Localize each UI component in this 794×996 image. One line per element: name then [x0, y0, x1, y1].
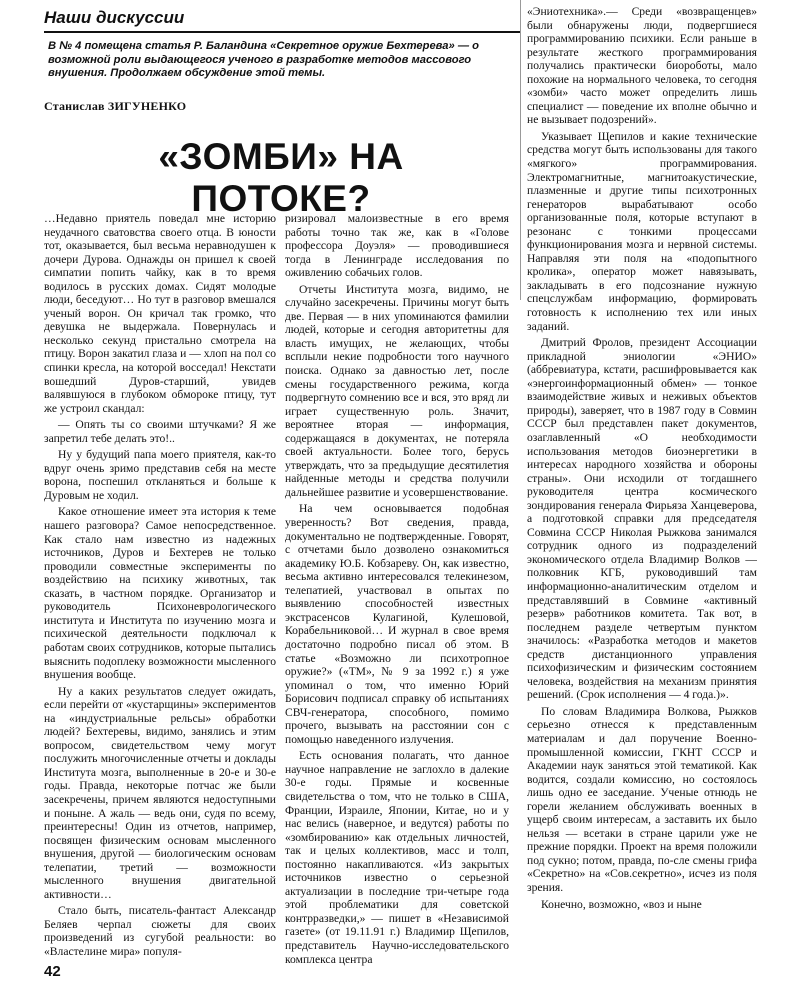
paragraph: ризировал малоизвестные в его время работы точно так же, как в «Голове профессора Доуэля» — проводившиеся тогда в Ленинграде исследования по оживлению собачьих голов. — [285, 212, 509, 280]
text-column-3 — [527, 5, 757, 980]
paragraph: На чем основывается подобная уверенность? Вот сведения, правда, документально не подтвержденные. Говорят, с отчетами было дозволено ознакомиться академику Ю.Б. Кобзареву. Он, как известно, весьма активно интересовался телекинезом, телепатией, участвовал в опытах по выявлению способностей известных экстрасенсов Кулагиной, Кулешовой, Корабельниковой… И журнал в свое время достаточно подробно писал об этом. В статье «Возможно ли психотропное оружие?» («ТМ», № 9 за 1992 г.) я уже упоминал о том, что именно Юрий Борисович подписал справку об испытаниях СВЧ-генератора, способного, помимо прочего, вызывать на расстоянии сон с помощью наведенного излучения. — [285, 502, 509, 746]
paragraph: — Опять ты со своими штучками? Я же запретил тебе делать это!.. — [44, 418, 276, 445]
column-divider — [520, 0, 521, 300]
paragraph: Ну а каких результатов следует ожидать, если перейти от «кустарщины» экспериментов на «индустриальные рельсы» обработки людей? Бехтеревы, видимо, занялись и этим вопросом, свидетельством чему могут послужить многочисленные отчеты и доклады Института мозга, выполненные в 20-е и 30-е годы. Правда, некоторые потчас же были засекречены, причем являются недоступными и поныне. А жаль — ведь они, судя по всему, преинтересны! Один из отчетов, например, посвящен физическим основам мысленного внушения, другой — биологическим основам телепатии, третий — возможности мысленного внушения двигательной активности… — [44, 684, 276, 901]
text-column-2 — [285, 212, 509, 980]
header-rule — [44, 31, 520, 33]
paragraph: По словам Владимира Волкова, Рыжков серьезно отнесся к представленным материалам и дал поручение Военно-промышленной комиссии, ГКНТ СССР и Академии наук заняться этой тематикой. Как водится, создали комиссию, но состоялось лишь одно ее заседание. Ученые отнюдь не горели желанием обслуживать военных в ущерб своим интересам, а заставить их было нельзя — всетаки в стране царили уже не прежние порядки. Проект на время положили под сукно; потом, правда, по-сле смены грифа «Секретно» на «Сов.секретно», исчез из поля зрения. — [527, 704, 757, 894]
text-column-1 — [44, 212, 276, 980]
article-title: «ЗОМБИ» НА ПОТОКЕ? — [158, 136, 404, 219]
paragraph: …Недавно приятель поведал мне историю неудачного сватовства своего отца. В юности тот, оказывается, был весьма неравнодушен к дочери Дурова. Однажды он пришел к своей симпатии попить чайку, как в то время водилось в русских домах. Сидят молодые люди, беседуют… Но тут в разговор вмешался ученый ворон. Он кричал так громко, что девушка не выдержала. Повернулась и несколько секунд пристально смотрела на птицу. Ворон закатил глаза и — хлоп на пол со спинки кресла, на которой восседал! Некстати вошедший Дуров-старший, увидев валявшуюся в глубоком обмороке птицу, тут же устроил скандал: — [44, 212, 276, 415]
paragraph: Дмитрий Фролов, президент Ассоциации прикладной эниологии «ЭНИО» (аббревиатура, кстати, расшифровывается как «энергоинформационный обмен» — тонкое взаимодействие живых и неживых объектов природы), заверяет, что в 1987 году в Совмин СССР был представлен пакет документов, озаглавленный «О необходимости использования методов биоэнергетики в интересах народного хозяйства и обороны страны». Они исходили от тогдашнего руководителя центра космического зондирования генерала Фирьяза Ханцеверова, а подготовкой справки для председателя Совмина СССР Николая Рыжкова занимался сотрудник одного из подразделений экономического отдела Владимир Волков — полковник КГБ, руководивший там информационно-аналитическим отделом и представлявший в Совмине «активный резерв» работников комитета. Так вот, в последнем разделе четвертым пунктом значилось: «Разработка методов и макетов средств дистанционного управления психофизическим и физическим состоянием человека, воздействия на механизм принятия решений. (Срок исполнения — 4 года.)». — [527, 336, 757, 702]
paragraph: Есть основания полагать, что данное научное направление не заглохло в далекие 30-е годы. Прямые и косвенные свидетельства о том, что не только в США, Франции, Израиле, Японии, Китае, но и у нас велись (наверное, и ведутся) работы по «зомбированию» как отдельных личностей, так и целых коллективов, масс и толп, постоянно накапливаются. «Из закрытых источников известно о серьезной актуализации в последние три-четыре года этой проблематики для советской контрразведки,» — пишет в «Независимой газете» (от 19.11.91 г.) Владимир Щепилов, представитель Научно-исследовательского комплекса центра — [285, 749, 509, 966]
section-title: Наши дискуссии — [44, 8, 185, 27]
author-name: Станислав ЗИГУНЕНКО — [44, 99, 187, 113]
page-number: 42 — [44, 963, 61, 980]
paragraph: Ну у будущий папа моего приятеля, как-то вдруг очень зримо представив себя на месте ворона, поспешил откланяться и больше к Дуровым не ходил. — [44, 448, 276, 502]
paragraph: Указывает Щепилов и какие технические средства могут быть использованы для такого «мягкого» программирования. Электромагнитные, магнитоакустические, плазменные и другие типы психотронных генераторов вырабатывают особо организованные поля, которые вступают в резонанс с тонкими процессами функционирования мозга и нервной системы. Направляя эти поля на «подопытного кролика», оператор может навязывать, закладывать в его подсознание нужную спецслужбам информацию, формировать готовность к исполнению тех или иных заданий. — [527, 129, 757, 333]
paragraph: Отчеты Института мозга, видимо, не случайно засекречены. Причины могут быть две. Первая — в них упоминаются фамилии людей, которые и сегодня авторитетны для власть имущих, не желающих, чтобы всплыли некие подробности того научного поиска. Однако за давностью лет, после смены государственного режима, когда подвергнуто сомнению все и вся, это вряд ли играет существенную роль. Значит, вероятнее вторая — информация, содержащаяся в документах, не потеряла своей актуальности. Более того, берусь утверждать, что за предыдущие десятилетия найденные методы и средства получили дальнейшее развитие и усовершенствование. — [285, 282, 509, 499]
paragraph: Стало быть, писатель-фантаст Александр Беляев черпал сюжеты для своих произведений из сугубой реальности: во «Властелине мира» популя- — [44, 904, 276, 958]
paragraph: Какое отношение имеет эта история к теме нашего разговора? Самое непосредственное. Как стало нам известно из надежных источников, Дуров и Бехтерев не только проводили совместные эксперименты по воздействию на психику животных, так сказать, в частном порядке. Организатор и руководитель Психоневрологического института и Института по изучению мозга и психической деятельности подключал к работам своих сотрудников, которые пытались выяснить подоплеку возможности мысленного внушения вообще. — [44, 505, 276, 682]
paragraph: «Эниотехника».— Среди «возвращенцев» были обнаружены люди, подвергшиеся программированию психики. Если раньше в результате жесткого программирования получались практически биороботы, мало похожие на нормального человека, то сегодня «зомби» часто может определить лишь специалист — поведение их вполне обычно и не вызывает подозрений». — [527, 5, 757, 127]
intro-text: В № 4 помещена статья Р. Баландина «Секретное оружие Бехтерева» — о возможной роли выдающегося ученого в разработке методов массового внушения. Продолжаем обсуждение этой темы. — [48, 40, 479, 80]
paragraph: Конечно, возможно, «воз и ныне — [541, 897, 702, 911]
